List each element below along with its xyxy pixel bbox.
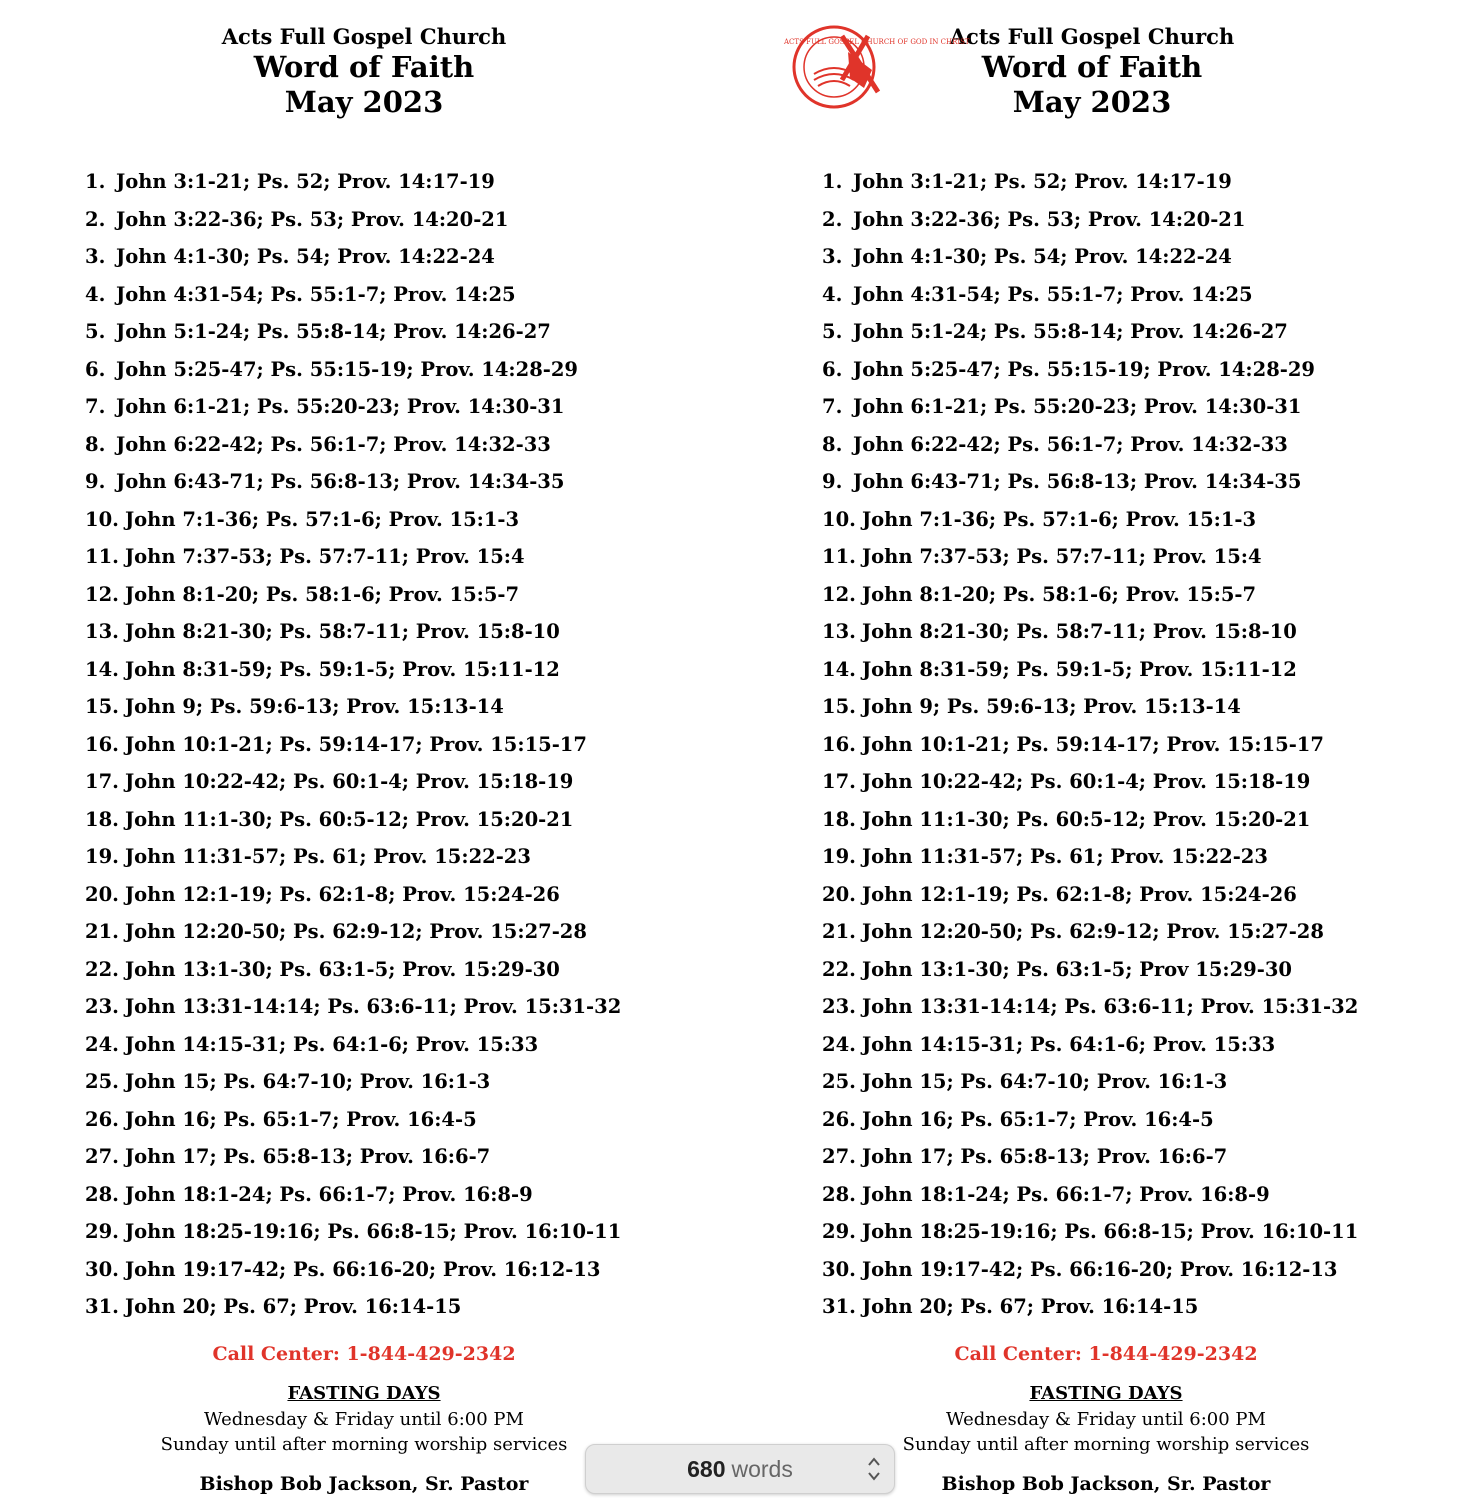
reading-day-number: 6. (85, 357, 106, 381)
reading-item (85, 918, 621, 956)
word-count-label: words (731, 1455, 793, 1482)
reading-day-number: 27. (85, 1145, 119, 1168)
reading-day-number: 9. (85, 470, 106, 493)
reading-day-number: 26. (85, 1107, 119, 1131)
reading-passages: John 6:1-21; Ps. 55:20-23; Prov. 14:30-31 (116, 395, 565, 418)
page-title: Word of Faith (253, 50, 475, 84)
reading-passages: John 18:25-19:16; Ps. 66:8-15; Prov. 16:10-11 (124, 1220, 622, 1243)
reading-item (822, 918, 1358, 956)
reading-passages: John 7:1-36; Ps. 57:1-6; Prov. 15:1-3 (861, 507, 1257, 531)
reading-item (85, 881, 621, 919)
reading-item (85, 506, 621, 544)
reading-day-number: 18. (85, 807, 119, 831)
page-title: Word of Faith (981, 50, 1203, 84)
reading-item (85, 281, 621, 319)
reading-item (85, 1181, 621, 1219)
reading-passages: John 17; Ps. 65:8-13; Prov. 16:6-7 (861, 1145, 1228, 1168)
reading-item (85, 768, 621, 806)
reading-item (822, 993, 1358, 1031)
reading-passages: John 19:17-42; Ps. 66:16-20; Prov. 16:12-13 (124, 1257, 601, 1281)
reading-item (822, 656, 1358, 694)
reading-item (822, 168, 1358, 206)
reading-day-number: 29. (822, 1220, 856, 1243)
church-logo-icon (780, 22, 970, 112)
reading-passages: John 13:31-14:14; Ps. 63:6-11; Prov. 15:31-32 (124, 995, 622, 1018)
reading-item (85, 1293, 621, 1331)
reading-item (822, 393, 1358, 431)
fasting-line-1: Wednesday & Friday until 6:00 PM (204, 1409, 524, 1430)
reading-passages: John 9; Ps. 59:6-13; Prov. 15:13-14 (124, 695, 504, 718)
reading-passages: John 5:1-24; Ps. 55:8-14; Prov. 14:26-27 (116, 320, 551, 343)
reading-item (822, 318, 1358, 356)
reading-passages: John 8:1-20; Ps. 58:1-6; Prov. 15:5-7 (124, 582, 520, 606)
church-name: Acts Full Gospel Church (221, 24, 507, 49)
reading-item (822, 1256, 1358, 1294)
church-name: Acts Full Gospel Church (949, 24, 1235, 49)
reading-day-number: 9. (822, 470, 843, 493)
reading-day-number: 2. (822, 207, 843, 231)
reading-day-number: 22. (85, 957, 119, 981)
reading-passages: John 8:21-30; Ps. 58:7-11; Prov. 15:8-10 (124, 620, 560, 643)
reading-passages: John 11:31-57; Ps. 61; Prov. 15:22-23 (861, 845, 1268, 868)
reading-day-number: 8. (85, 432, 106, 456)
reading-passages: John 3:1-21; Ps. 52; Prov. 14:17-19 (116, 170, 495, 193)
reading-day-number: 15. (85, 695, 119, 718)
reading-item (85, 1106, 621, 1144)
reading-day-number: 19. (85, 845, 119, 868)
word-count-control[interactable] (585, 1444, 895, 1494)
reading-day-number: 1. (85, 170, 106, 193)
reading-passages: John 18:1-24; Ps. 66:1-7; Prov. 16:8-9 (124, 1182, 533, 1206)
reading-day-number: 5. (822, 320, 843, 343)
reading-passages: John 13:31-14:14; Ps. 63:6-11; Prov. 15:31-32 (861, 995, 1359, 1018)
reading-item (85, 1143, 621, 1181)
reading-day-number: 23. (822, 995, 856, 1018)
fasting-heading: FASTING DAYS (287, 1383, 441, 1404)
reading-day-number: 3. (85, 245, 106, 268)
reading-item (822, 1181, 1358, 1219)
reading-passages: John 3:22-36; Ps. 53; Prov. 14:20-21 (853, 207, 1246, 231)
reading-item (822, 581, 1358, 619)
reading-item (85, 1031, 621, 1069)
reading-item (85, 693, 621, 731)
reading-passages: John 14:15-31; Ps. 64:1-6; Prov. 15:33 (861, 1032, 1276, 1056)
reading-day-number: 13. (85, 620, 119, 643)
right-page (728, 0, 1456, 1498)
reading-passages: John 8:21-30; Ps. 58:7-11; Prov. 15:8-10 (861, 620, 1297, 643)
reading-passages: John 6:43-71; Ps. 56:8-13; Prov. 14:34-35 (853, 470, 1302, 493)
reading-item (85, 581, 621, 619)
reading-item (822, 768, 1358, 806)
reading-item (822, 281, 1358, 319)
reading-passages: John 5:1-24; Ps. 55:8-14; Prov. 14:26-27 (853, 320, 1288, 343)
reading-day-number: 20. (822, 882, 856, 906)
reading-passages: John 15; Ps. 64:7-10; Prov. 16:1-3 (861, 1070, 1228, 1093)
reading-passages: John 7:1-36; Ps. 57:1-6; Prov. 15:1-3 (124, 507, 520, 531)
reading-item (85, 956, 621, 994)
reading-passages: John 6:22-42; Ps. 56:1-7; Prov. 14:32-33 (853, 432, 1288, 456)
reading-item (822, 431, 1358, 469)
reading-day-number: 17. (85, 770, 119, 793)
reading-day-number: 11. (85, 545, 119, 568)
reading-day-number: 23. (85, 995, 119, 1018)
reading-day-number: 31. (822, 1295, 856, 1318)
reading-day-number: 8. (822, 432, 843, 456)
reading-passages: John 15; Ps. 64:7-10; Prov. 16:1-3 (124, 1070, 491, 1093)
reading-passages: John 13:1-30; Ps. 63:1-5; Prov 15:29-30 (861, 957, 1292, 981)
reading-item (85, 618, 621, 656)
reading-item (85, 243, 621, 281)
fasting-heading: FASTING DAYS (1029, 1383, 1183, 1404)
reading-day-number: 19. (822, 845, 856, 868)
reading-item (85, 356, 621, 394)
page-month: May 2023 (284, 85, 444, 119)
reading-passages: John 17; Ps. 65:8-13; Prov. 16:6-7 (124, 1145, 491, 1168)
reading-item (85, 843, 621, 881)
reading-passages: John 10:1-21; Ps. 59:14-17; Prov. 15:15-17 (861, 732, 1324, 756)
reading-item (822, 356, 1358, 394)
reading-item (822, 956, 1358, 994)
reading-passages: John 4:31-54; Ps. 55:1-7; Prov. 14:25 (116, 282, 516, 306)
reading-day-number: 4. (822, 282, 843, 306)
reading-day-number: 3. (822, 245, 843, 268)
reading-item (85, 318, 621, 356)
reading-item (85, 431, 621, 469)
reading-item (822, 506, 1358, 544)
reading-passages: John 18:1-24; Ps. 66:1-7; Prov. 16:8-9 (861, 1182, 1270, 1206)
reading-passages: John 5:25-47; Ps. 55:15-19; Prov. 14:28-29 (116, 357, 578, 381)
reading-passages: John 6:43-71; Ps. 56:8-13; Prov. 14:34-35 (116, 470, 565, 493)
reading-day-number: 10. (85, 507, 119, 531)
reading-day-number: 4. (85, 282, 106, 306)
reading-day-number: 12. (85, 582, 119, 606)
reading-passages: John 13:1-30; Ps. 63:1-5; Prov. 15:29-30 (124, 957, 560, 981)
reading-passages: John 11:31-57; Ps. 61; Prov. 15:22-23 (124, 845, 531, 868)
reading-day-number: 21. (85, 920, 119, 943)
reading-item (85, 1068, 621, 1106)
reading-item (822, 806, 1358, 844)
reading-list-left (85, 168, 621, 1331)
reading-day-number: 22. (822, 957, 856, 981)
reading-day-number: 11. (822, 545, 856, 568)
reading-day-number: 28. (85, 1182, 119, 1206)
reading-day-number: 21. (822, 920, 856, 943)
reading-item (85, 168, 621, 206)
reading-item (85, 543, 621, 581)
reading-passages: John 3:1-21; Ps. 52; Prov. 14:17-19 (853, 170, 1232, 193)
reading-day-number: 24. (822, 1032, 856, 1056)
reading-passages: John 3:22-36; Ps. 53; Prov. 14:20-21 (116, 207, 509, 231)
reading-passages: John 10:22-42; Ps. 60:1-4; Prov. 15:18-19 (861, 770, 1311, 793)
reading-passages: John 12:1-19; Ps. 62:1-8; Prov. 15:24-26 (861, 882, 1297, 906)
reading-item (822, 693, 1358, 731)
reading-day-number: 25. (85, 1070, 119, 1093)
pastor-name: Bishop Bob Jackson, Sr. Pastor (941, 1473, 1271, 1495)
reading-item (822, 881, 1358, 919)
reading-passages: John 8:1-20; Ps. 58:1-6; Prov. 15:5-7 (861, 582, 1257, 606)
reading-day-number: 29. (85, 1220, 119, 1243)
reading-day-number: 30. (822, 1257, 856, 1281)
reading-item (822, 543, 1358, 581)
reading-passages: John 8:31-59; Ps. 59:1-5; Prov. 15:11-12 (861, 657, 1297, 681)
reading-passages: John 19:17-42; Ps. 66:16-20; Prov. 16:12-13 (861, 1257, 1338, 1281)
reading-day-number: 13. (822, 620, 856, 643)
reading-day-number: 18. (822, 807, 856, 831)
reading-item (822, 468, 1358, 506)
reading-item (822, 1293, 1358, 1331)
reading-day-number: 1. (822, 170, 843, 193)
reading-passages: John 9; Ps. 59:6-13; Prov. 15:13-14 (861, 695, 1241, 718)
reading-day-number: 31. (85, 1295, 119, 1318)
reading-item (822, 1143, 1358, 1181)
reading-day-number: 6. (822, 357, 843, 381)
reading-item (822, 1106, 1358, 1144)
reading-passages: John 4:31-54; Ps. 55:1-7; Prov. 14:25 (853, 282, 1253, 306)
reading-passages: John 7:37-53; Ps. 57:7-11; Prov. 15:4 (124, 545, 525, 568)
reading-passages: John 7:37-53; Ps. 57:7-11; Prov. 15:4 (861, 545, 1262, 568)
reading-item (822, 618, 1358, 656)
reading-item (822, 243, 1358, 281)
reading-passages: John 6:22-42; Ps. 56:1-7; Prov. 14:32-33 (116, 432, 551, 456)
fasting-line-2: Sunday until after morning worship services (902, 1434, 1310, 1455)
reading-item (85, 1218, 621, 1256)
reading-day-number: 17. (822, 770, 856, 793)
reading-day-number: 14. (85, 657, 119, 681)
reading-day-number: 7. (822, 395, 843, 418)
fasting-line-1: Wednesday & Friday until 6:00 PM (946, 1409, 1266, 1430)
reading-day-number: 26. (822, 1107, 856, 1131)
reading-day-number: 15. (822, 695, 856, 718)
reading-item (822, 843, 1358, 881)
reading-day-number: 25. (822, 1070, 856, 1093)
reading-passages: John 20; Ps. 67; Prov. 16:14-15 (861, 1295, 1199, 1318)
reading-day-number: 16. (85, 732, 119, 756)
reading-passages: John 12:1-19; Ps. 62:1-8; Prov. 15:24-26 (124, 882, 560, 906)
reading-day-number: 14. (822, 657, 856, 681)
pastor-name: Bishop Bob Jackson, Sr. Pastor (199, 1473, 529, 1495)
reading-day-number: 10. (822, 507, 856, 531)
reading-item (85, 1256, 621, 1294)
fasting-line-2: Sunday until after morning worship services (160, 1434, 568, 1455)
call-center: Call Center: 1-844-429-2342 (954, 1343, 1258, 1365)
reading-item (822, 731, 1358, 769)
logo-text: ACTS FULL GOSPEL CHURCH OF GOD IN CHRIST (784, 38, 970, 46)
reading-day-number: 24. (85, 1032, 119, 1056)
reading-passages: John 5:25-47; Ps. 55:15-19; Prov. 14:28-29 (853, 357, 1315, 381)
reading-passages: John 16; Ps. 65:1-7; Prov. 16:4-5 (861, 1107, 1214, 1131)
reading-day-number: 7. (85, 395, 106, 418)
reading-item (822, 1031, 1358, 1069)
reading-passages: John 8:31-59; Ps. 59:1-5; Prov. 15:11-12 (124, 657, 560, 681)
reading-day-number: 12. (822, 582, 856, 606)
reading-passages: John 14:15-31; Ps. 64:1-6; Prov. 15:33 (124, 1032, 539, 1056)
reading-day-number: 16. (822, 732, 856, 756)
reading-item (822, 1068, 1358, 1106)
reading-list-right (822, 168, 1358, 1331)
reading-item (85, 731, 621, 769)
reading-passages: John 12:20-50; Ps. 62:9-12; Prov. 15:27-28 (861, 920, 1324, 943)
reading-passages: John 12:20-50; Ps. 62:9-12; Prov. 15:27-28 (124, 920, 587, 943)
reading-day-number: 20. (85, 882, 119, 906)
page-month: May 2023 (1012, 85, 1172, 119)
reading-item (822, 1218, 1358, 1256)
reading-passages: John 10:22-42; Ps. 60:1-4; Prov. 15:18-19 (124, 770, 574, 793)
reading-passages: John 11:1-30; Ps. 60:5-12; Prov. 15:20-21 (124, 807, 574, 831)
reading-day-number: 28. (822, 1182, 856, 1206)
reading-item (85, 393, 621, 431)
reading-item (85, 993, 621, 1031)
reading-item (85, 206, 621, 244)
reading-day-number: 27. (822, 1145, 856, 1168)
reading-passages: John 16; Ps. 65:1-7; Prov. 16:4-5 (124, 1107, 477, 1131)
reading-passages: John 10:1-21; Ps. 59:14-17; Prov. 15:15-17 (124, 732, 587, 756)
church-logo (780, 22, 970, 112)
reading-day-number: 30. (85, 1257, 119, 1281)
reading-day-number: 5. (85, 320, 106, 343)
reading-item (822, 206, 1358, 244)
reading-passages: John 6:1-21; Ps. 55:20-23; Prov. 14:30-31 (853, 395, 1302, 418)
reading-passages: John 4:1-30; Ps. 54; Prov. 14:22-24 (853, 245, 1232, 268)
call-center: Call Center: 1-844-429-2342 (212, 1343, 516, 1365)
reading-day-number: 2. (85, 207, 106, 231)
reading-passages: John 18:25-19:16; Ps. 66:8-15; Prov. 16:10-11 (861, 1220, 1359, 1243)
reading-item (85, 656, 621, 694)
reading-passages: John 20; Ps. 67; Prov. 16:14-15 (124, 1295, 462, 1318)
chevron-updown-icon[interactable] (866, 1455, 882, 1483)
reading-passages: John 11:1-30; Ps. 60:5-12; Prov. 15:20-21 (861, 807, 1311, 831)
word-count-value: 680 (687, 1455, 726, 1482)
left-page (0, 0, 728, 1498)
reading-item (85, 806, 621, 844)
reading-item (85, 468, 621, 506)
reading-passages: John 4:1-30; Ps. 54; Prov. 14:22-24 (116, 245, 495, 268)
